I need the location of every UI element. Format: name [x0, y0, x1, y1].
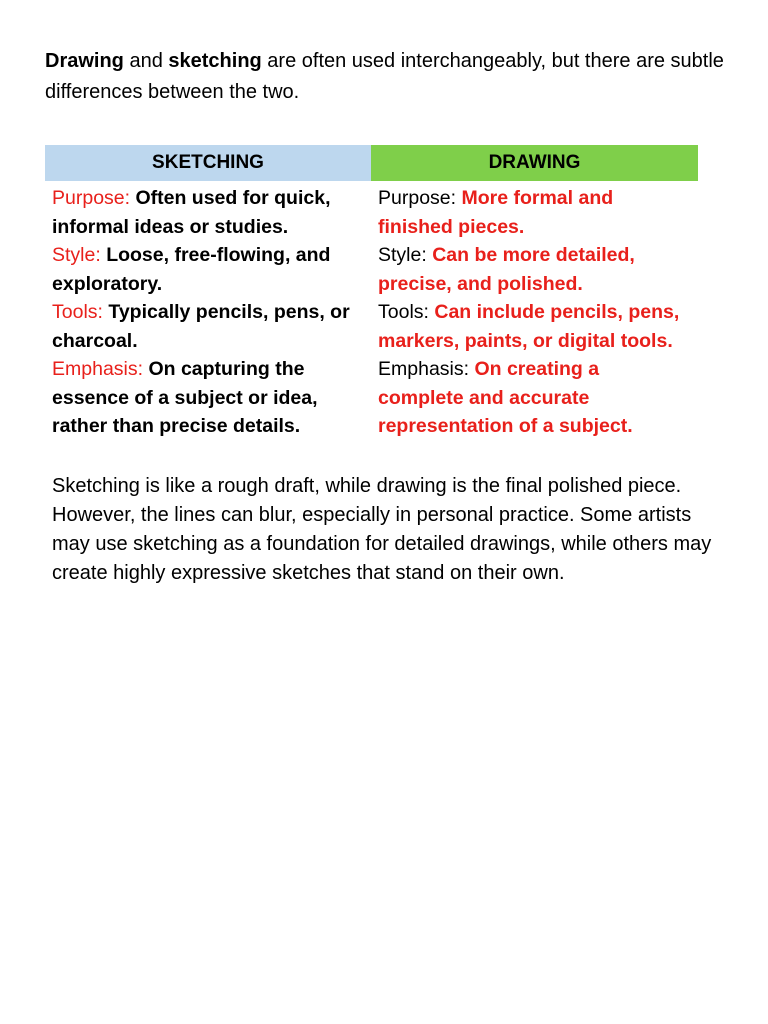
- sketching-header: SKETCHING: [45, 145, 371, 181]
- intro-term-drawing: Drawing: [45, 50, 124, 72]
- intro-text-2: are often used interchangeably, but there are subtle differences between the two.: [45, 50, 724, 103]
- drawing-cell: [371, 181, 698, 441]
- sketching-cell: [45, 181, 371, 441]
- sketching-tools-value: Typically pencils, pens, or charcoal.: [52, 301, 350, 352]
- sketching-style-label: Style:: [52, 244, 107, 266]
- table-header-row: [45, 145, 698, 181]
- outro-paragraph: Sketching is like a rough draft, while drawing is the final polished piece. However, the lines can blur, especially in personal practice. Some artists may use sketching as a foundation for detailed drawings, while others may create highly expressive sketches that stand on their own.: [52, 475, 712, 584]
- sketching-tools: [52, 298, 363, 355]
- sketching-tools-label: Tools:: [52, 301, 109, 323]
- sketching-style: [52, 241, 363, 298]
- drawing-purpose: [378, 184, 690, 241]
- drawing-emphasis-label: Emphasis:: [378, 358, 475, 380]
- sketching-emphasis-value: On capturing the essence of a subject or idea, rather than precise details.: [52, 358, 318, 437]
- drawing-style-label: Style:: [378, 244, 433, 266]
- intro-term-sketching: sketching: [168, 50, 262, 72]
- sketching-emphasis-label: Emphasis:: [52, 358, 149, 380]
- intro-paragraph: [45, 46, 725, 108]
- sketching-style-value: Loose, free-flowing, and exploratory.: [52, 244, 331, 295]
- drawing-header: DRAWING: [371, 145, 698, 181]
- drawing-emphasis-value: On creating a complete and accurate representation of a subject.: [378, 358, 633, 437]
- drawing-tools-value: Can include pencils, pens, markers, paints, or digital tools.: [378, 301, 680, 352]
- drawing-style: [378, 241, 690, 298]
- table-row: [45, 181, 698, 441]
- sketching-purpose: [52, 184, 363, 241]
- drawing-purpose-label: Purpose:: [378, 187, 462, 209]
- drawing-style-value: Can be more detailed, precise, and polished.: [378, 244, 635, 295]
- sketching-purpose-label: Purpose:: [52, 187, 136, 209]
- intro-text-1: and: [123, 50, 169, 72]
- drawing-purpose-value: More formal and finished pieces.: [378, 187, 614, 238]
- drawing-tools-label: Tools:: [378, 301, 435, 323]
- drawing-tools: [378, 298, 690, 355]
- comparison-table: [45, 145, 698, 441]
- sketching-purpose-value: Often used for quick, informal ideas or studies.: [52, 187, 331, 238]
- sketching-emphasis: [52, 355, 363, 441]
- drawing-emphasis: [378, 355, 690, 441]
